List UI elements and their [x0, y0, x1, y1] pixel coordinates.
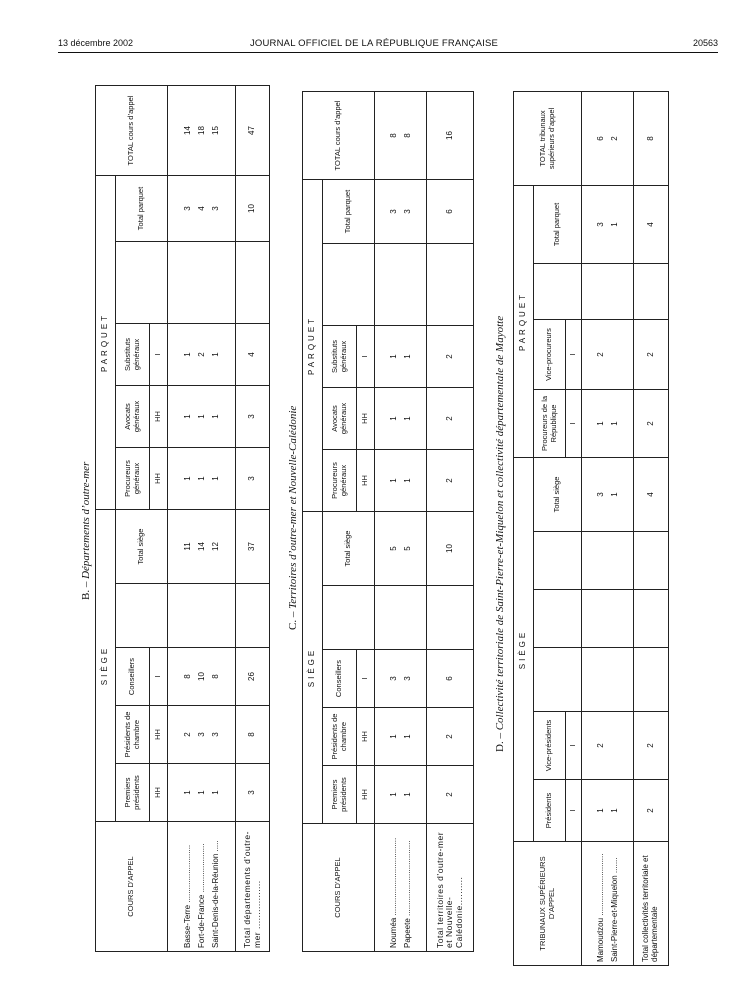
table-cell: 2	[634, 389, 669, 457]
d-h-blank3	[534, 532, 582, 590]
d-h-vp: Vice-présidents	[534, 712, 566, 780]
table-cell: 2	[196, 352, 206, 357]
table-row-label: Basse-Terre ..........................	[182, 844, 192, 948]
table-d-panel	[513, 92, 669, 966]
d-i-pr: I	[566, 389, 582, 457]
c-cells-blank2	[375, 244, 427, 326]
table-cell: 3	[210, 206, 220, 211]
d-cells-pr	[582, 389, 634, 457]
d-h-blank4	[534, 263, 582, 319]
d-i-vpr: I	[566, 319, 582, 389]
caption-section-b	[80, 462, 92, 600]
table-cell: 3	[196, 732, 206, 737]
d-cells-tot	[582, 91, 634, 185]
table-cell: 3	[236, 448, 270, 510]
caption-d-letter: D.	[494, 741, 506, 752]
table-cell: 26	[236, 648, 270, 706]
table-cell: 1	[182, 352, 192, 357]
c-cells-ag	[375, 388, 427, 450]
table-cell-empty	[634, 648, 669, 712]
c-cells-cons	[375, 650, 427, 708]
b-col-cours: COURS D’APPEL	[96, 822, 168, 952]
table-cell: 3	[182, 206, 192, 211]
table-cell: 2	[634, 712, 669, 780]
header-page-number: 20563	[692, 38, 718, 48]
table-cell: 16	[427, 91, 474, 179]
d-cells-blank2	[582, 590, 634, 648]
table-cell: 11	[182, 542, 192, 551]
b-cells-pp	[168, 764, 236, 822]
table-cell: 1	[595, 808, 605, 813]
table-cell: 4	[634, 185, 669, 263]
table-cell-empty	[427, 244, 474, 326]
table-cell: 2	[182, 732, 192, 737]
table-cell: 1	[196, 414, 206, 419]
c-hh-pg: HH	[357, 450, 375, 512]
b-cells-tp	[168, 175, 236, 241]
table-cell: 3	[236, 386, 270, 448]
caption-section-d	[494, 316, 506, 752]
b-cells-pg	[168, 448, 236, 510]
table-cell: 1	[210, 352, 220, 357]
table-row-label: Saint-Denis-de-la-Réunion .....	[210, 840, 220, 948]
table-cell: 1	[402, 416, 412, 421]
c-i-cons: I	[357, 650, 375, 708]
c-h-sg: Substituts généraux	[323, 326, 357, 388]
d-col-trib: TRIBUNAUX SUPÉRIEURS D’APPEL	[514, 842, 582, 966]
b-cells-pc	[168, 706, 236, 764]
table-cell: 1	[196, 790, 206, 795]
table-cell: 1	[402, 734, 412, 739]
table-cell: 8	[236, 706, 270, 764]
c-hh-ag: HH	[357, 388, 375, 450]
table-cell: 8	[182, 674, 192, 679]
c-cells-blank1	[375, 586, 427, 650]
table-c	[302, 91, 474, 952]
d-cells-ts	[582, 457, 634, 531]
c-col-cours: COURS D’APPEL	[303, 824, 375, 952]
table-cell: 6	[427, 179, 474, 243]
b-h-ag: Avocats généraux	[116, 386, 150, 448]
b-h-pp: Premiers présidents	[116, 764, 150, 822]
table-cell: 1	[388, 354, 398, 359]
table-cell: 12	[210, 542, 220, 551]
table-cell	[608, 714, 622, 777]
b-group-siege: SIÈGE	[96, 510, 116, 822]
c-h-cons: Conseillers	[323, 650, 357, 708]
table-cell: 6	[595, 136, 605, 141]
table-row-label: Nouméa ...................................	[388, 837, 398, 948]
d-i-vp: I	[566, 712, 582, 780]
table-cell: 10	[427, 512, 474, 586]
b-h-cons: Conseillers	[116, 648, 150, 706]
d-total-label: Total collectivités territoriale et départementale	[634, 842, 669, 966]
c-cells-tp	[375, 179, 427, 243]
table-cell: 1	[182, 476, 192, 481]
table-cell: 3	[402, 676, 412, 681]
table-cell: 2	[427, 766, 474, 824]
b-h-pg: Procureurs généraux	[116, 448, 150, 510]
table-cell: 1	[388, 416, 398, 421]
b-total-row	[236, 85, 270, 951]
table-cell: 18	[196, 126, 206, 135]
c-h-pp: Premiers présidents	[323, 766, 357, 824]
table-cell: 1	[609, 222, 619, 227]
b-h-sg: Substituts généraux	[116, 324, 150, 386]
table-cell: 1	[402, 354, 412, 359]
d-cells-blank1	[582, 648, 634, 712]
d-h-pr: Procureurs de la République	[534, 389, 566, 457]
table-row-label: Saint-Pierre-et-Miquelon .......	[609, 857, 619, 962]
b-cells-cons	[168, 648, 236, 706]
d-total-row	[634, 91, 669, 965]
d-h-pres: Présidents	[534, 780, 566, 842]
table-cell: 3	[236, 764, 270, 822]
table-cell: 1	[609, 492, 619, 497]
table-cell: 3	[595, 222, 605, 227]
d-col-total: TOTAL tribunaux supérieurs d’appel	[514, 91, 582, 185]
d-cells-vp	[582, 712, 634, 780]
c-total-label: Total territoires d’outre-mer et Nouvelle-Calédonie..........	[427, 824, 474, 952]
table-cell: 1	[402, 478, 412, 483]
b-cells-sg	[168, 324, 236, 386]
b-hh-pg: HH	[150, 448, 168, 510]
d-group-siege: SIÈGE	[514, 457, 534, 841]
d-h-vpr: Vice-procureurs	[534, 319, 566, 389]
c-h-pg: Procureurs généraux	[323, 450, 357, 512]
table-cell: 10	[196, 672, 206, 681]
d-h-blank1	[534, 648, 582, 712]
caption-c-text: – Territoires d’outre-mer et Nouvelle-Calédonie	[287, 405, 299, 618]
c-group-parquet: PARQUET	[303, 179, 323, 511]
c-cells-ts	[375, 512, 427, 586]
table-cell: 3	[595, 492, 605, 497]
b-i-sg: I	[150, 324, 168, 386]
table-cell: 1	[595, 421, 605, 426]
b-col-total: TOTAL cours d’appel	[96, 85, 168, 175]
b-total-label: Total départements d’outre-mer .................	[236, 822, 270, 952]
d-cells-pres	[582, 780, 634, 842]
d-cells-tp	[582, 185, 634, 263]
table-cell: 1	[402, 792, 412, 797]
table-cell: 2	[634, 319, 669, 389]
d-h-ts: Total siège	[534, 457, 582, 531]
c-h-blank1	[323, 586, 375, 650]
caption-d-text: – Collectivité territoriale de Saint-Pierre-et-Miquelon et collectivité départementale de Mayotte	[494, 315, 506, 739]
c-i-sg: I	[357, 326, 375, 388]
table-cell-empty	[634, 532, 669, 590]
table-cell-empty	[427, 586, 474, 650]
c-h-ag: Avocats généraux	[323, 388, 357, 450]
c-cells-pp	[375, 766, 427, 824]
caption-b-text: – Départements d’outre-mer	[80, 461, 92, 588]
table-cell: 2	[595, 352, 605, 357]
caption-c-letter: C.	[287, 619, 299, 630]
table-cell: 5	[402, 546, 412, 551]
table-cell: 1	[388, 734, 398, 739]
c-total-row	[427, 91, 474, 951]
table-cell: 14	[196, 542, 206, 551]
table-cell: 1	[388, 478, 398, 483]
table-cell: 2	[427, 388, 474, 450]
table-cell: 1	[182, 414, 192, 419]
b-i-cons: I	[150, 648, 168, 706]
table-cell: 1	[210, 414, 220, 419]
b-h-pc: Présidents de chambre	[116, 706, 150, 764]
table-row-label: Mamoudzou ............................	[595, 853, 605, 962]
b-cells-blank1	[168, 584, 236, 648]
c-cells-pc	[375, 708, 427, 766]
table-cell: 4	[634, 457, 669, 531]
table-cell: 1	[210, 476, 220, 481]
table-cell: 5	[388, 546, 398, 551]
c-h-pc: Présidents de chambre	[323, 708, 357, 766]
d-h-tp: Total parquet	[534, 185, 582, 263]
table-cell: 1	[182, 790, 192, 795]
c-hh-pp: HH	[357, 766, 375, 824]
c-cells-pg	[375, 450, 427, 512]
table-b-panel	[95, 86, 270, 952]
d-group-parquet: PARQUET	[514, 185, 534, 457]
table-cell: 37	[236, 510, 270, 584]
d-cells-blank4	[582, 263, 634, 319]
table-cell: 8	[210, 674, 220, 679]
table-cell: 4	[236, 324, 270, 386]
b-cells-ts	[168, 510, 236, 584]
c-group-siege: SIÈGE	[303, 512, 323, 824]
c-hh-pc: HH	[357, 708, 375, 766]
table-cell: 3	[210, 732, 220, 737]
c-col-total: TOTAL cours d’appel	[303, 91, 375, 179]
table-cell: 2	[427, 326, 474, 388]
caption-b-letter: B.	[80, 589, 92, 600]
table-cell: 8	[402, 133, 412, 138]
table-cell: 6	[427, 650, 474, 708]
table-cell: 4	[196, 206, 206, 211]
header-date: 13 décembre 2002	[58, 38, 134, 48]
table-cell: 14	[182, 126, 192, 135]
b-row-names	[168, 822, 236, 952]
b-cells-tot	[168, 85, 236, 175]
b-hh-pc: HH	[150, 706, 168, 764]
table-cell-empty	[236, 242, 270, 324]
c-h-ts: Total siège	[323, 512, 375, 586]
table-cell: 3	[388, 676, 398, 681]
table-row-label: Fort-de-France ......................	[196, 843, 206, 948]
table-cell-empty	[236, 584, 270, 648]
table-cell: 1	[388, 792, 398, 797]
table-cell-empty	[634, 590, 669, 648]
c-h-blank2	[323, 244, 375, 326]
table-cell: 10	[236, 175, 270, 241]
c-h-tp: Total parquet	[323, 179, 375, 243]
b-h-blank1	[116, 584, 168, 648]
d-h-blank2	[534, 590, 582, 648]
table-row-label: Papeete ..................................	[402, 840, 412, 948]
table-cell: 47	[236, 85, 270, 175]
caption-section-c	[287, 406, 299, 630]
table-cell: 1	[609, 808, 619, 813]
b-h-tp: Total parquet	[116, 175, 168, 241]
table-cell: 15	[210, 126, 220, 135]
b-group-parquet: PARQUET	[96, 175, 116, 509]
table-cell: 2	[427, 450, 474, 512]
c-cells-sg	[375, 326, 427, 388]
b-h-blank2	[116, 242, 168, 324]
table-cell-empty	[634, 263, 669, 319]
b-cells-ag	[168, 386, 236, 448]
table-cell: 2	[595, 743, 605, 748]
table-cell: 8	[634, 91, 669, 185]
table-cell: 2	[609, 136, 619, 141]
table-cell	[608, 322, 622, 387]
table-cell: 3	[388, 209, 398, 214]
table-cell: 1	[210, 790, 220, 795]
d-cells-blank3	[582, 532, 634, 590]
table-cell: 3	[402, 209, 412, 214]
header-title: JOURNAL OFFICIEL DE LA RÉPUBLIQUE FRANÇAISE	[249, 38, 499, 49]
d-i-pres: I	[566, 780, 582, 842]
table-cell: 1	[196, 476, 206, 481]
b-hh-ag: HH	[150, 386, 168, 448]
c-cells-tot	[375, 91, 427, 179]
b-h-ts: Total siège	[116, 510, 168, 584]
table-cell: 8	[388, 133, 398, 138]
c-row-names	[375, 824, 427, 952]
table-c-panel	[302, 92, 474, 952]
b-cells-blank2	[168, 242, 236, 324]
b-hh-pp: HH	[150, 764, 168, 822]
table-b	[95, 85, 270, 952]
table-d	[513, 91, 669, 966]
header-rule	[58, 52, 718, 53]
table-cell: 2	[634, 780, 669, 842]
d-cells-vpr	[582, 319, 634, 389]
table-cell: 2	[427, 708, 474, 766]
d-row-names	[582, 842, 634, 966]
table-cell: 1	[609, 421, 619, 426]
